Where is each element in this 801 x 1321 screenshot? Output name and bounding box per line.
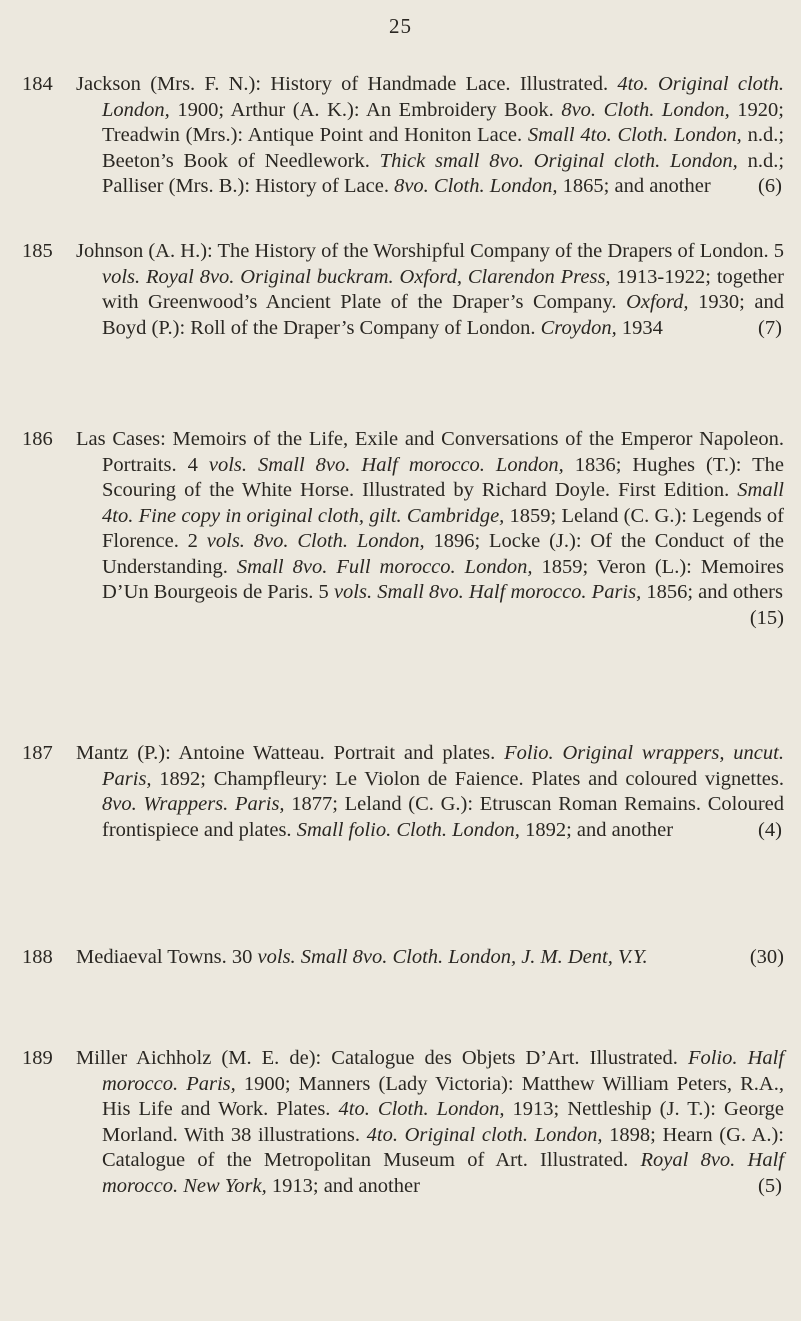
description-text: Mediaeval Towns. 30 xyxy=(76,946,258,968)
description-text: n.d.; Beeton’s Book of Needlework. xyxy=(102,124,785,172)
description-text: Folio. Original wrappers, uncut. Paris, xyxy=(102,742,784,790)
description-text: vols. Small 8vo. Half morocco. Paris, xyxy=(333,581,647,603)
description-text: 4to. Cloth. London, xyxy=(338,1098,513,1120)
lot-number: 188 xyxy=(22,946,53,968)
catalogue-entry xyxy=(22,239,784,341)
catalogue-entry xyxy=(22,72,784,200)
description-text: 1892; Champfleury: Le Violon de Faience. Plates and coloured vignettes. xyxy=(159,767,784,790)
lot-number: 186 xyxy=(22,428,53,450)
description-text: 1859; Leland (C. G.): Legends of Florence. 2 xyxy=(102,504,785,552)
description-text: 8vo. Wrappers. Paris, xyxy=(102,793,292,815)
description-text: 1913-1922; together with Greenwood’s Ancient Plate of the Draper’s Company. xyxy=(102,265,784,313)
description-text: vols. Royal 8vo. Original buckram. Oxford, Clarendon Press, xyxy=(102,265,617,288)
description-text: Las Cases: Memoirs of the Life, Exile and Conversations of the Emperor Napoleon. Portraits. 4 xyxy=(76,428,784,476)
lot-description xyxy=(76,427,785,629)
description-text: Johnson (A. H.): The History of the Worshipful Company of the Drapers of London. 5 xyxy=(76,240,784,262)
lot-number: 187 xyxy=(22,742,53,764)
description-text: 8vo. Cloth. London, xyxy=(394,175,563,197)
page-number: 25 xyxy=(389,14,412,38)
lot-description: Johnson (A. H.): The History of the Worshipful Company of the Drapers of London. 5 vols. Royal 8vo. Original buckram. Oxford, Clarendon Press, 1913-1922; together with Greenwood’s Ancient Plate of the Draper’s Company. Oxford, 1930; and Boyd (P.): Roll of the Draper’s Company of London. Croydon, 1934 (7) xyxy=(76,240,784,339)
lot-description: Miller Aichholz (M. E. de): Catalogue des Objets D’Art. Illustrated. Folio. Half morocco. Paris, 1900; Manners (Lady Victoria): Matthew William Peters, R.A., His Life and Work. Plates. 4to. Cloth. London, 1913; Nettleship (J. T.): George Morland. With 38 illustrations. 4to. Original cloth. London, 1898; Hearn (G. A.): Catalogue of the Metropolitan Museum of Art. Illustrated. Royal 8vo. Half morocco. New York, 1913; and another (5) xyxy=(76,1047,785,1197)
description-text: 1856; and others xyxy=(646,581,783,603)
description-text: vols. Small 8vo. Half morocco. London, xyxy=(208,453,575,476)
description-text: 1913; and another xyxy=(271,1174,420,1197)
description-text: 1896; Locke (J.): Of the Conduct of the Understanding. xyxy=(102,530,784,578)
description-text: 1934 xyxy=(621,316,663,339)
description-text: Mantz (P.): Antoine Watteau. Portrait and plates. xyxy=(76,742,505,764)
volume-count: (15) xyxy=(749,606,784,629)
description-text: Small folio. Cloth. London, xyxy=(296,818,526,841)
description-text: n.d.; Palliser (Mrs. B.): History of Lace. xyxy=(102,149,785,197)
catalogue-entry xyxy=(22,427,784,631)
description-text: Folio. Half morocco. Paris, xyxy=(102,1047,785,1095)
description-text: Jackson (Mrs. F. N.): History of Handmade Lace. Illustrated. xyxy=(76,73,618,95)
lot-number: 189 xyxy=(22,1047,53,1069)
description-text: 1859; Veron (L.): Memoires D’Un Bourgeois de Paris. 5 xyxy=(102,555,785,603)
lot-description xyxy=(76,945,784,971)
catalogue-entry xyxy=(22,1046,784,1199)
description-text: Small 4to. Cloth. London, xyxy=(527,124,748,146)
description-text: Royal 8vo. Half morocco. New York, xyxy=(102,1149,784,1197)
description-text: 1913; Nettleship (J. T.): George Morland. With 38 illustrations. xyxy=(102,1098,784,1146)
description-text: Croydon, xyxy=(540,316,622,339)
description-text: vols. 8vo. Cloth. London, xyxy=(206,530,434,552)
description-text: 1900; Manners (Lady Victoria): Matthew William Peters, R.A., His Life and Work. Plates. xyxy=(102,1072,784,1120)
description-text: 4to. Original cloth. London, xyxy=(366,1123,610,1146)
description-text: 1836; Hughes (T.): The Scouring of the White Horse. Illustrated by Richard Doyle. First Edition. xyxy=(102,453,784,501)
description-text: 1892; and another xyxy=(525,818,674,841)
description-text: Thick small 8vo. Original cloth. London, xyxy=(379,149,748,172)
lot-number: 184 xyxy=(22,73,53,95)
description-text: 4to. Original cloth. London, xyxy=(102,73,784,121)
volume-count: (30) xyxy=(749,946,784,968)
description-text: 8vo. Cloth. London, xyxy=(561,98,738,121)
lot-number: 185 xyxy=(22,240,53,262)
description-text: Small 8vo. Full morocco. London, xyxy=(236,555,542,578)
description-text: Small 4to. Fine copy in original cloth, gilt. Cambridge, xyxy=(102,479,784,527)
description-text: vols. Small 8vo. Cloth. London, J. M. Dent, V.Y. xyxy=(257,946,648,968)
description-text: 1900; Arthur (A. K.): An Embroidery Book. xyxy=(177,98,562,121)
description-text: 1930; and Boyd (P.): Roll of the Draper’s Company of London. xyxy=(102,291,784,339)
description-text: 1865; and another xyxy=(562,175,711,197)
catalogue-entry xyxy=(22,945,784,971)
catalogue-entry xyxy=(22,741,784,843)
lot-description: Mantz (P.): Antoine Watteau. Portrait and plates. Folio. Original wrappers, uncut. Paris, 1892; Champfleury: Le Violon de Faience. Plates and coloured vignettes. 8vo. Wrappers. Paris, 1877; Leland (C. G.): Etruscan Roman Remains. Coloured frontispiece and plates. Small folio. Cloth. London, 1892; and another (4) xyxy=(76,742,784,841)
description-text: 1920; Treadwin (Mrs.): Antique Point and Honiton Lace. xyxy=(102,98,784,146)
description-text: Miller Aichholz (M. E. de): Catalogue des Objets D’Art. Illustrated. xyxy=(76,1047,688,1069)
lot-description: Jackson (Mrs. F. N.): History of Handmade Lace. Illustrated. 4to. Original cloth. London, 1900; Arthur (A. K.): An Embroidery Book. 8vo. Cloth. London, 1920; Treadwin (Mrs.): Antique Point and Honiton Lace. Small 4to. Cloth. London, n.d.; Beeton’s Book of Needlework. Thick small 8vo. Original cloth. London, n.d.; Palliser (Mrs. B.): History of Lace. 8vo. Cloth. London, 1865; and another (6) xyxy=(76,73,785,197)
description-text: Oxford, xyxy=(626,291,699,313)
description-text: 1898; Hearn (G. A.): Catalogue of the Metropolitan Museum of Art. Illustrated. xyxy=(102,1123,784,1171)
description-text: 1877; Leland (C. G.): Etruscan Roman Remains. Coloured frontispiece and plates. xyxy=(102,793,784,841)
